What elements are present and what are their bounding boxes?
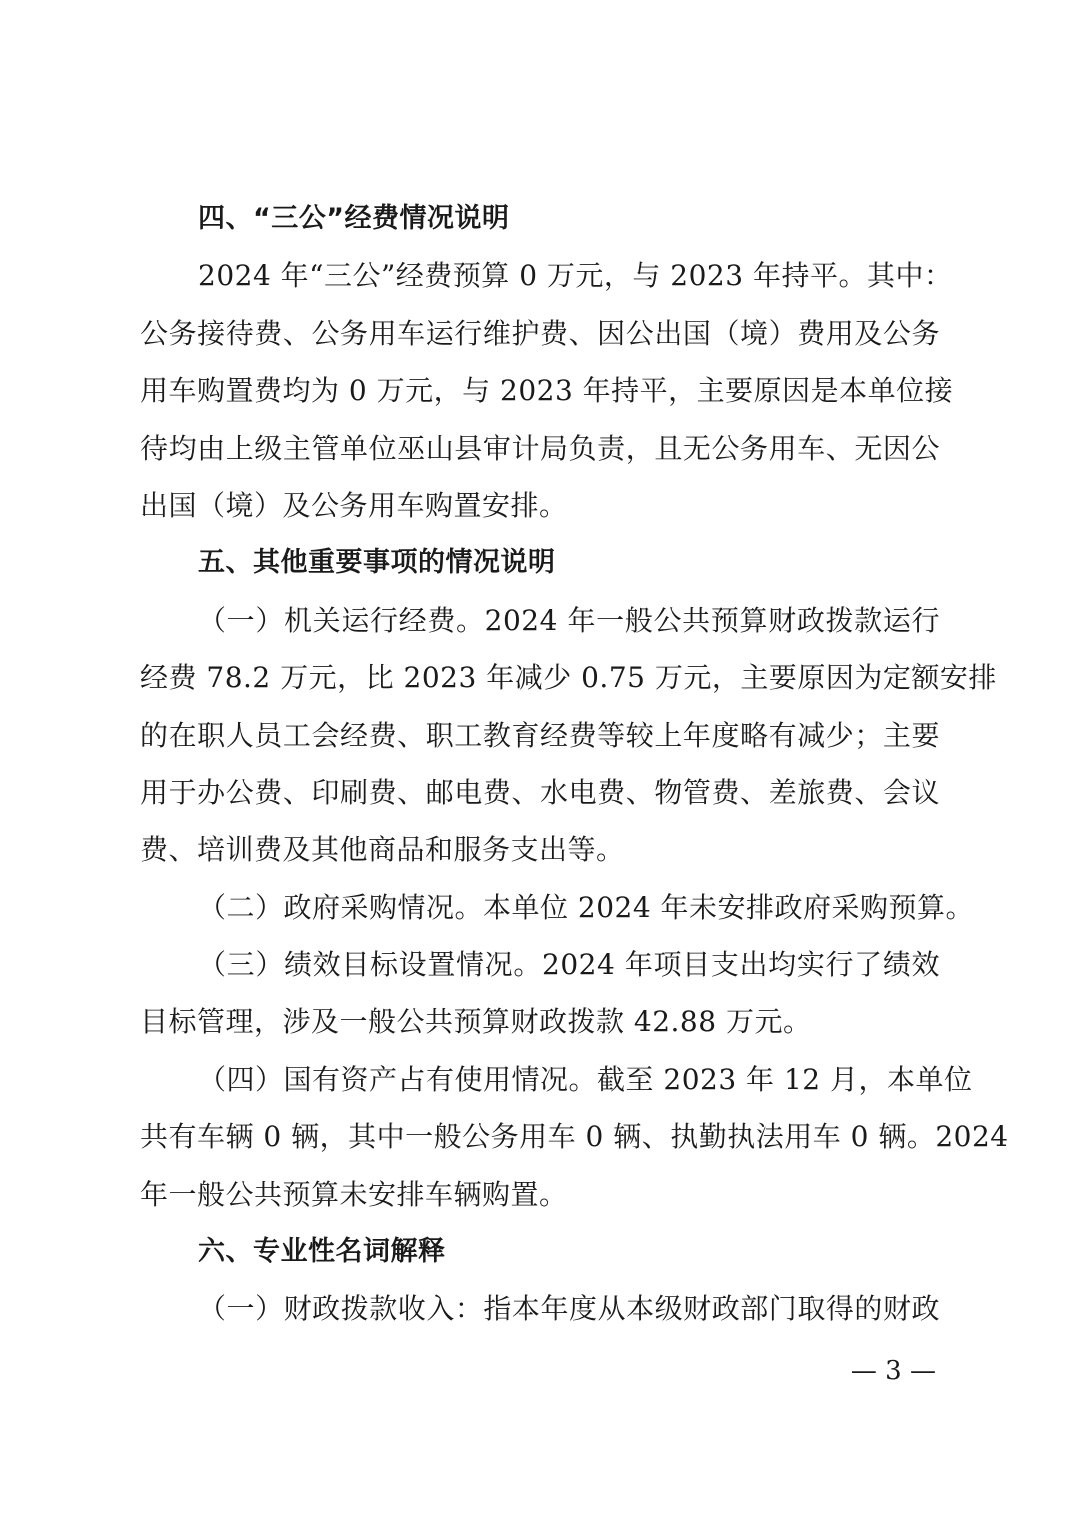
paragraph-line: 出国（境）及公务用车购置安排。 xyxy=(140,488,568,522)
paragraph-line: （一）机关运行经费。2024 年一般公共预算财政拨款运行 xyxy=(198,603,940,637)
paragraph-line: 共有车辆 0 辆，其中一般公务用车 0 辆、执勤执法用车 0 辆。2024 xyxy=(140,1120,1009,1154)
paragraph-line: （二）政府采购情况。本单位 2024 年未安排政府采购预算。 xyxy=(198,890,975,924)
paragraph-line: 费、培训费及其他商品和服务支出等。 xyxy=(140,833,625,867)
paragraph-line: 用于办公费、印刷费、邮电费、水电费、物管费、差旅费、会议 xyxy=(140,775,940,809)
paragraph-line: 经费 78.2 万元，比 2023 年减少 0.75 万元，主要原因为定额安排 xyxy=(140,661,997,695)
paragraph-line: （一）财政拨款收入：指本年度从本级财政部门取得的财政 xyxy=(198,1292,940,1326)
paragraph-line: 待均由上级主管单位巫山县审计局负责，且无公务用车、无因公 xyxy=(140,431,940,465)
page-number: — 3 — xyxy=(850,1356,936,1386)
paragraph-line: 公务接待费、公务用车运行维护费、因公出国（境）费用及公务 xyxy=(140,316,940,350)
section-heading-four: 四、“三公”经费情况说明 xyxy=(198,203,510,234)
paragraph-line: 年一般公共预算未安排车辆购置。 xyxy=(140,1177,568,1211)
paragraph-line: （四）国有资产占有使用情况。截至 2023 年 12 月，本单位 xyxy=(198,1062,973,1096)
section-heading-six: 六、专业性名词解释 xyxy=(198,1236,446,1268)
paragraph-line: 用车购置费均为 0 万元，与 2023 年持平，主要原因是本单位接 xyxy=(140,374,954,408)
section-heading-five: 五、其他重要事项的情况说明 xyxy=(198,547,556,579)
document-body xyxy=(140,190,1009,1338)
paragraph-line: （三）绩效目标设置情况。2024 年项目支出均实行了绩效 xyxy=(198,948,940,982)
paragraph-line: 目标管理，涉及一般公共预算财政拨款 42.88 万元。 xyxy=(140,1005,812,1039)
paragraph-line: 的在职人员工会经费、职工教育经费等较上年度略有减少；主要 xyxy=(140,718,940,752)
paragraph-line: 2024 年“三公”经费预算 0 万元，与 2023 年持平。其中： xyxy=(198,259,953,293)
